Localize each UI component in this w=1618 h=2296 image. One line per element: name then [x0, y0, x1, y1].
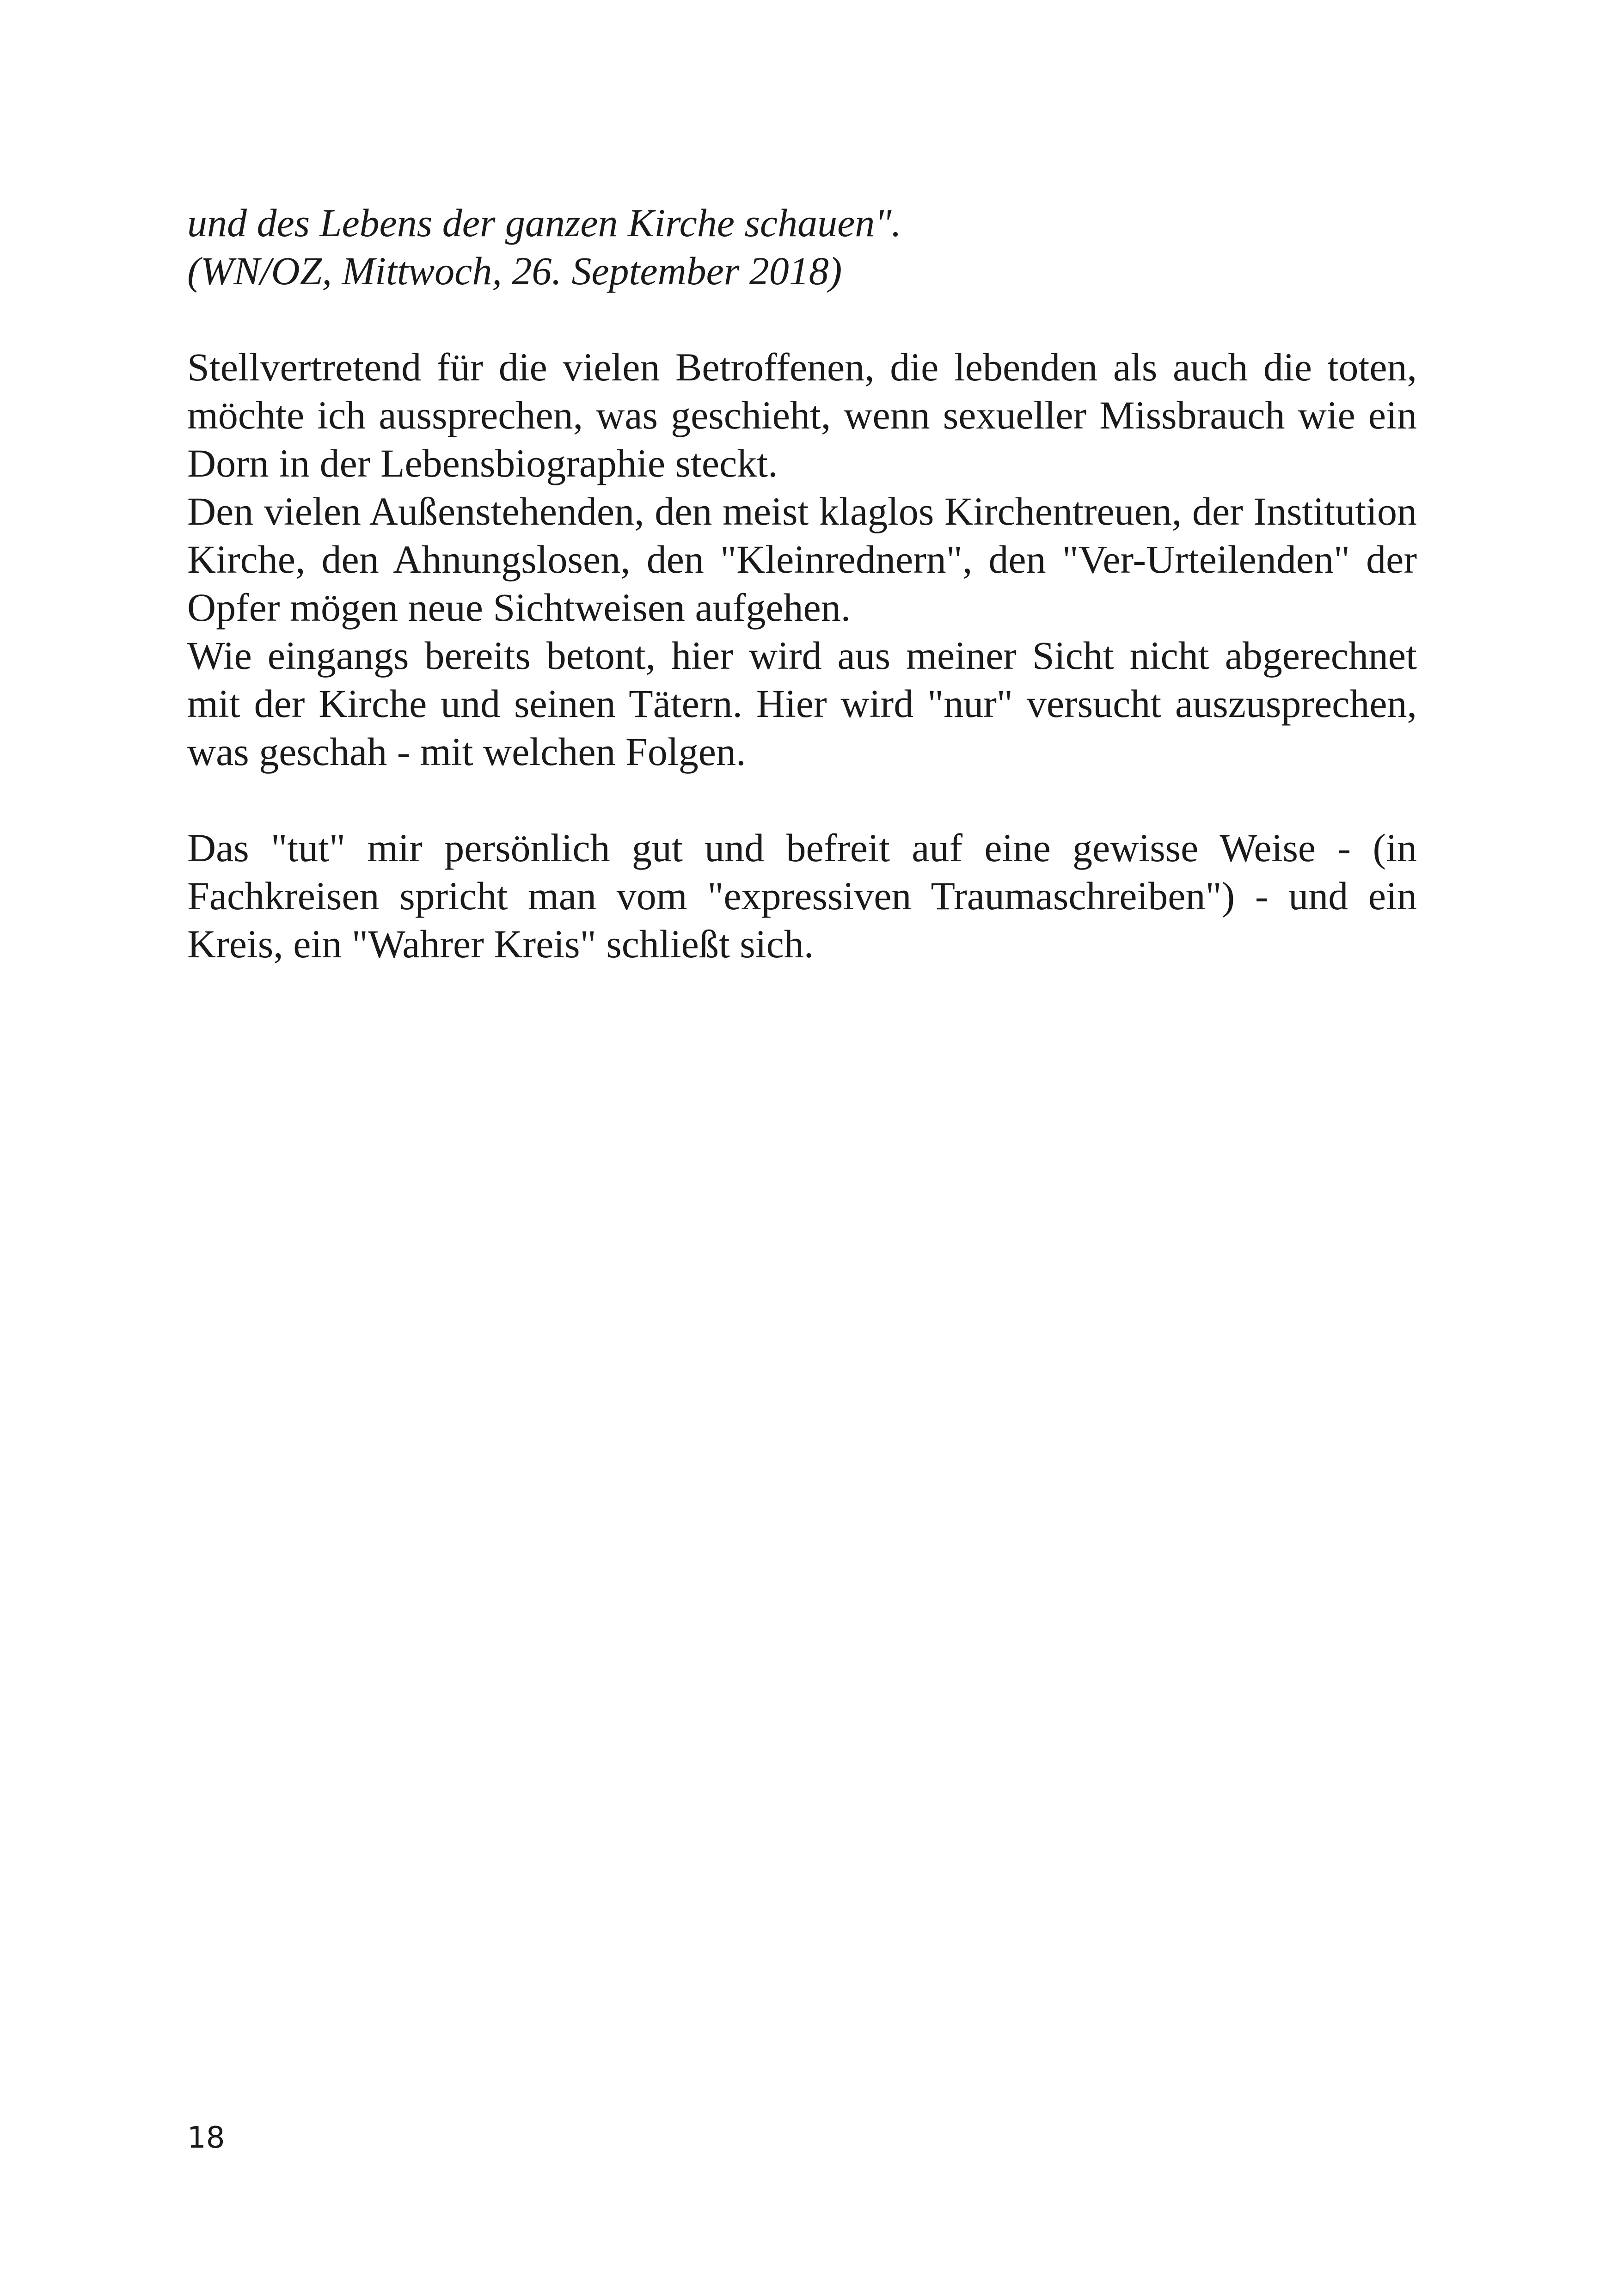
paragraph: Den vielen Außenstehenden, den meist klaglos Kirchentreuen, der Institution Kirche, den Ahnungslosen, den "Kleinrednern", den "Ver-Urteilenden" der Opfer mögen neue Sichtweisen aufgehen.: [187, 489, 1417, 630]
paragraph: Stellvertretend für die vielen Betroffenen, die lebenden als auch die toten, möchte ich aussprechen, was geschieht, wenn sexueller Missbrauch wie ein Dorn in der Lebensbiographie steckt.: [187, 345, 1417, 485]
paragraph: Das "tut" mir persönlich gut und befreit auf eine gewisse Weise - (in Fachkreisen spricht man vom "expressiven Traumaschreiben") - und ein Kreis, ein "Wahrer Kreis" schließt sich.: [187, 826, 1417, 966]
quote-line: und des Lebens der ganzen Kirche schauen".: [187, 201, 901, 245]
paragraph: Wie eingangs bereits betont, hier wird aus meiner Sicht nicht abgerechnet mit der Kirche und seinen Tätern. Hier wird "nur" versucht auszusprechen, was geschah - mit welchen Folgen.: [187, 633, 1417, 774]
quote-source: (WN/OZ, Mittwoch, 26. September 2018): [187, 249, 842, 293]
body-text: [187, 199, 1417, 968]
paragraph-spacer: [187, 295, 1417, 343]
page-number: 18: [187, 2121, 225, 2155]
paragraph-spacer: [187, 776, 1417, 824]
